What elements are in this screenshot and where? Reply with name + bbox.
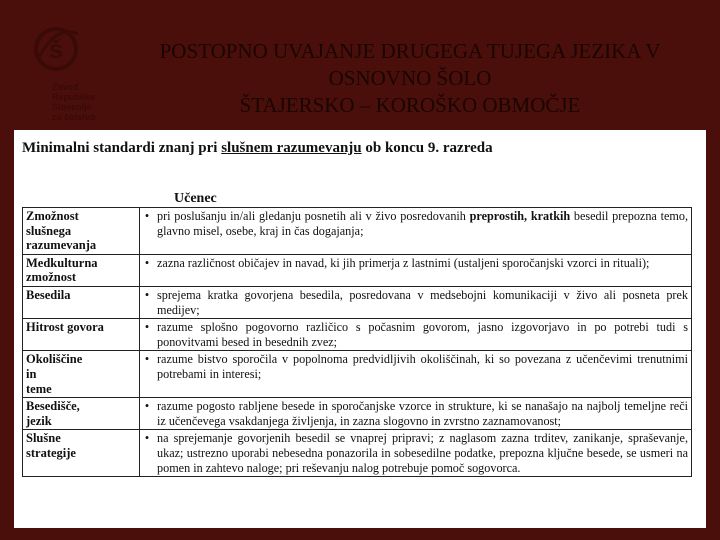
table-row (23, 430, 692, 477)
svg-text:š: š (48, 34, 64, 64)
bullet: • (140, 254, 155, 286)
table-row (23, 208, 692, 255)
row-label: Zmožnost slušnega razumevanja (23, 208, 140, 255)
row-label: Slušne strategije (23, 430, 140, 477)
bullet: • (140, 286, 155, 318)
standard-text: pri poslušanju in/ali gledanju posnetih ali v živo posredovanih preprostih, kratkih besedil prepozna temo, glavno misel, osebe, kraj in čas dogajanja; (154, 208, 692, 255)
standard-text: razume pogosto rabljene besede in sporočanjske vzorce in strukture, ki se nanašajo na najbolj temeljne reči iz učenčevega vsakdanjega življenja, in zazna slogovno in zvrstno zaznamovanost; (154, 398, 692, 430)
table-row (23, 254, 692, 286)
column-header-ucenec: Učenec (174, 191, 217, 206)
row-label: Okoliščine in teme (23, 351, 140, 398)
table-row (23, 286, 692, 318)
bullet: • (140, 398, 155, 430)
bullet: • (140, 430, 155, 477)
logo-caption: Zavod Republike Slovenije za šolstvo (52, 82, 96, 122)
standard-text: na sprejemanje govorjenih besedil se vnaprej pripravi; z naglasom zazna trditev, zanikanje, spraševanje, ukaz; ustrezno uporabi nebesedna ponazorila in sobesedilne podatke, prepozna ključne besede, se usmeri na pomen in zahtevo naloge; pri reševanju nalog potrebuje pomoč sogovorca. (154, 430, 692, 477)
bullet: • (140, 351, 155, 398)
standards-table (22, 207, 692, 477)
row-label: Besedišče, jezik (23, 398, 140, 430)
row-label: Medkulturna zmožnost (23, 254, 140, 286)
bullet: • (140, 319, 155, 351)
standard-text: sprejema kratka govorjena besedila, posredovana v medsebojni komunikaciji v živo ali posneta prek medijev; (154, 286, 692, 318)
bullet: • (140, 208, 155, 255)
slide-title: POSTOPNO UVAJANJE DRUGEGA TUJEGA JEZIKA V OSNOVNO ŠOLO ŠTAJERSKO – KOROŠKO OBMOČJE (159, 39, 661, 117)
standard-text: razume splošno pogovorno različico s počasnim govorom, jasno izgovorjavo in po potrebi tudi s ponovitvami besed in besednih zvez; (154, 319, 692, 351)
table-row (23, 398, 692, 430)
row-label: Besedila (23, 286, 140, 318)
document-heading: Minimalni standardi znanj pri slušnem razumevanju ob koncu 9. razreda (22, 140, 493, 156)
standard-text: zazna različnost običajev in navad, ki jih primerja z lastnimi (ustaljeni sporočanjski vzorci in rituali); (154, 254, 692, 286)
scanned-document (14, 130, 706, 528)
row-label: Hitrost govora (23, 319, 140, 351)
standard-text: razume bistvo sporočila v popolnoma predvidljivih okoliščinah, ki so povezana z učenčevimi trenutnimi potrebami in interesi; (154, 351, 692, 398)
table-row (23, 319, 692, 351)
table-row (23, 351, 692, 398)
